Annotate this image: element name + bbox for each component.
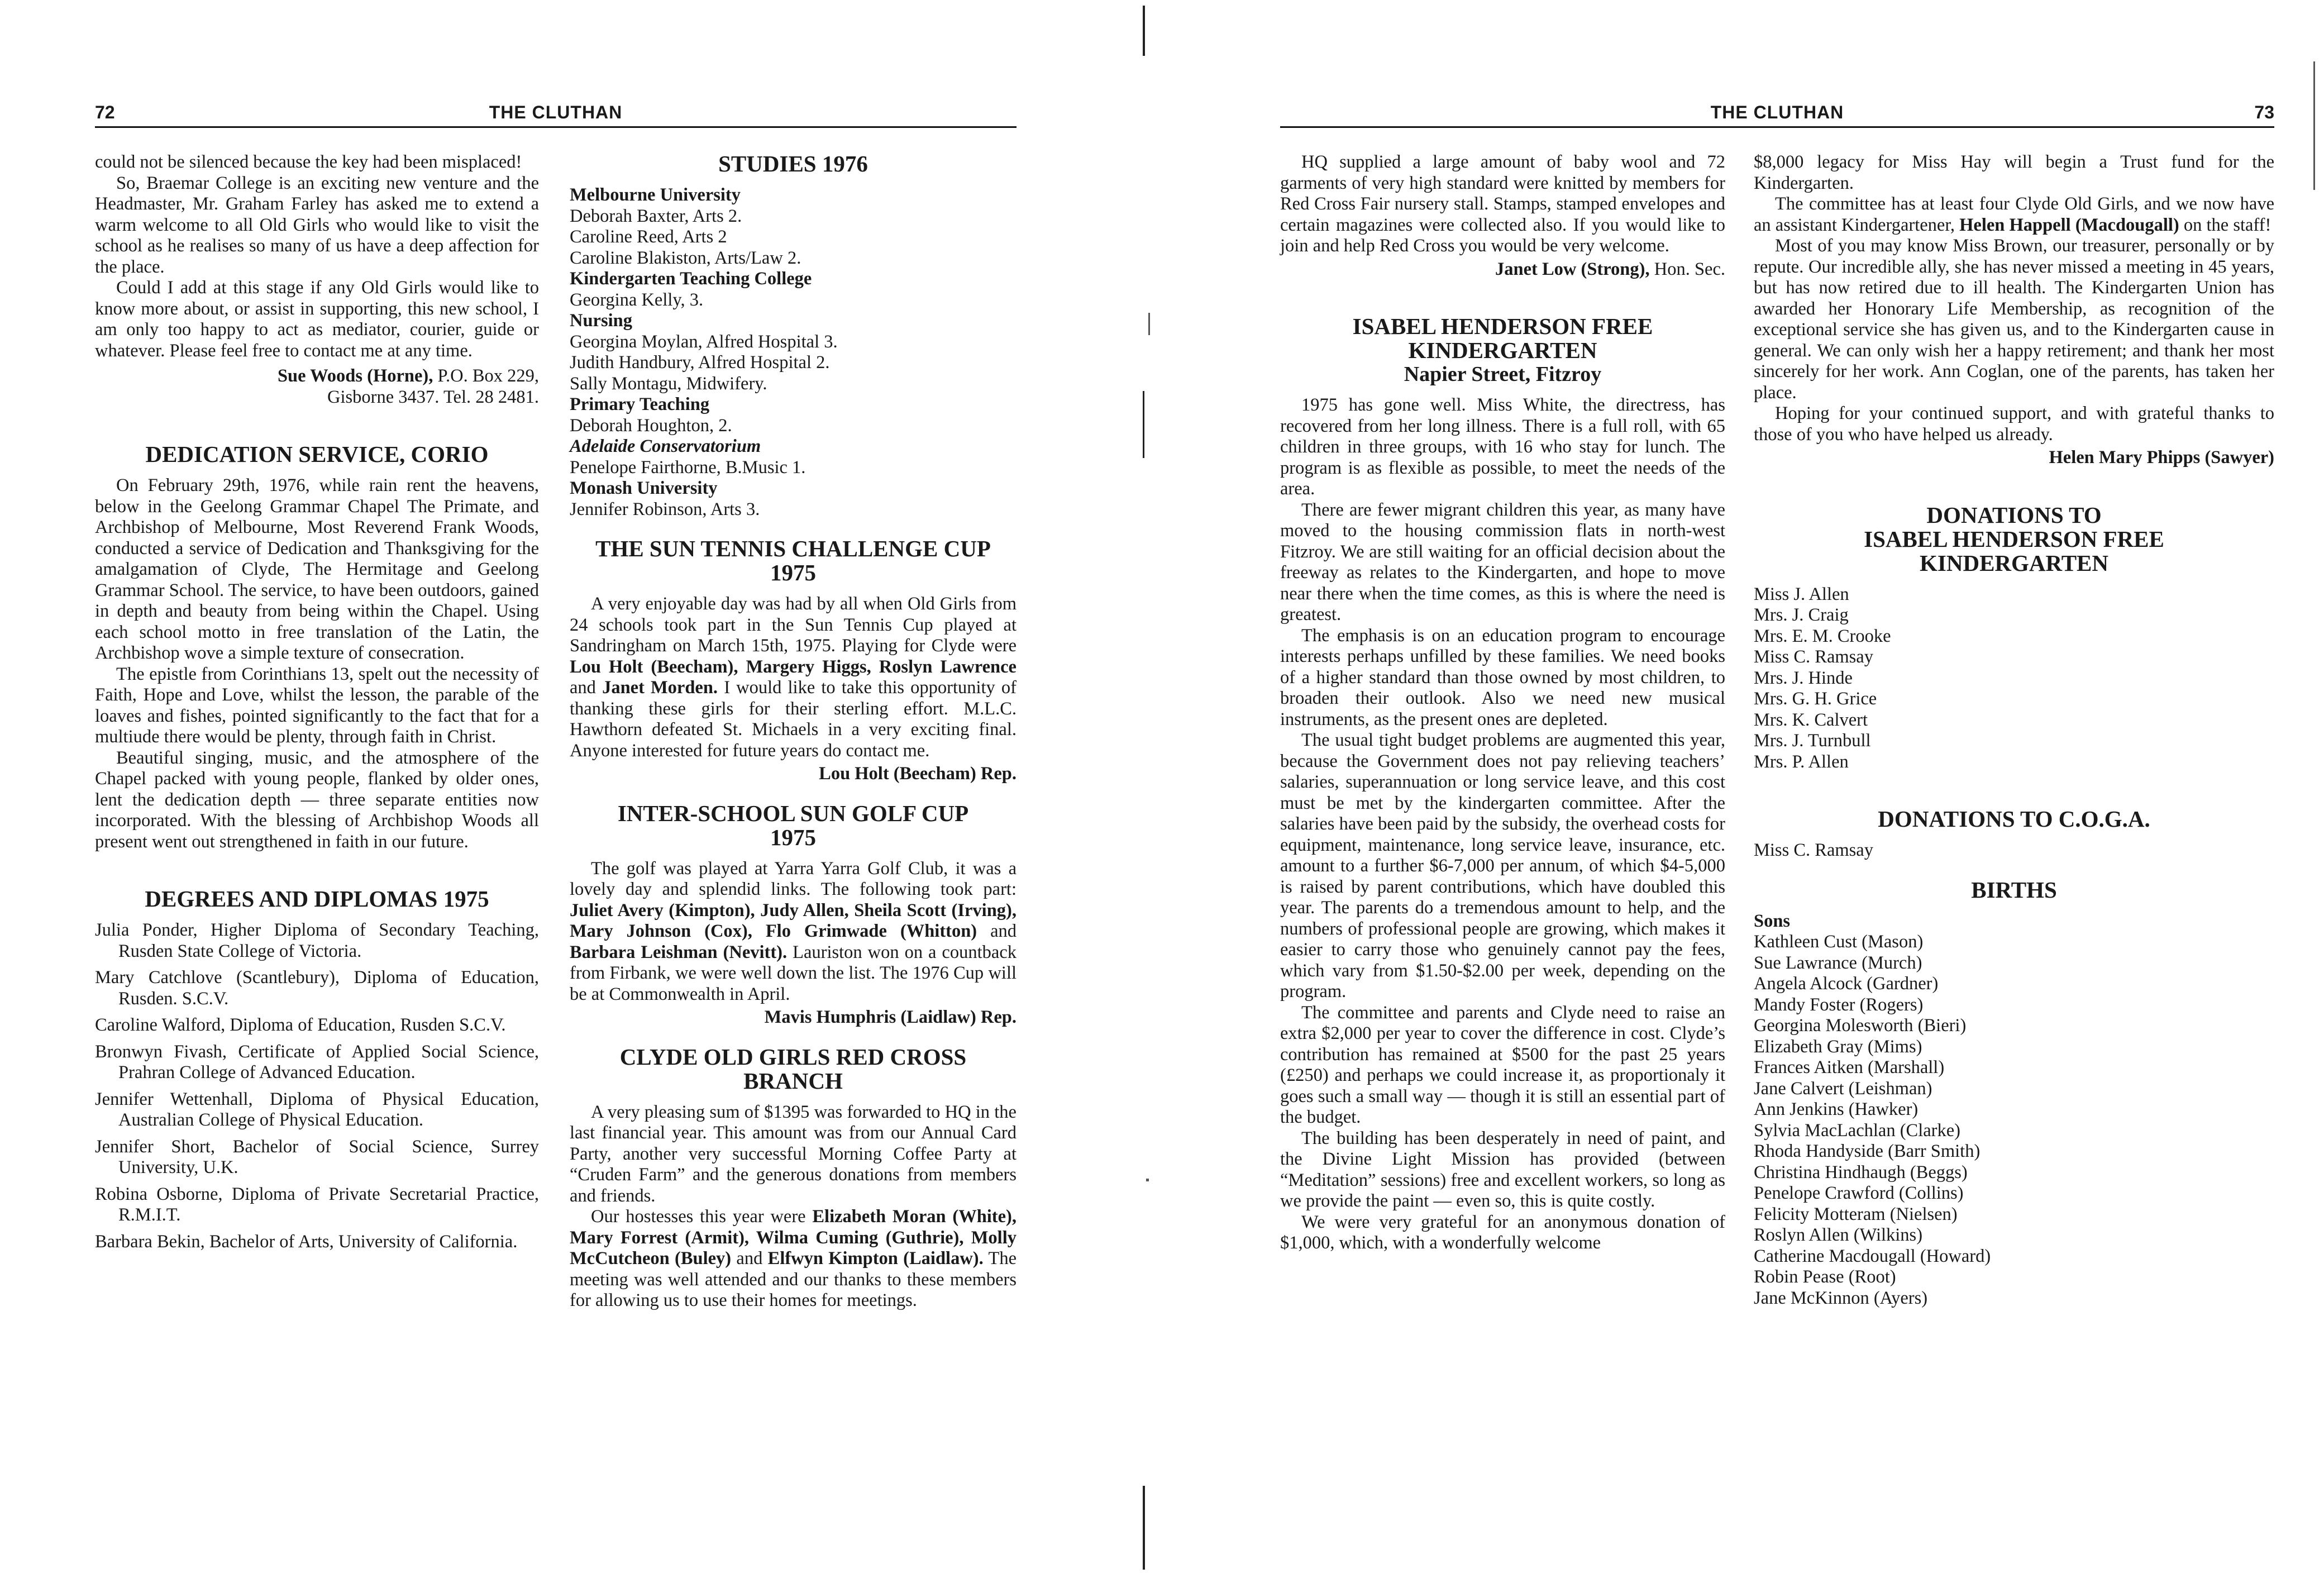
names: Lou Holt (Beecham), Margery Higgs, Roslyn Lawrence: [570, 656, 1017, 677]
studies-group-title: Adelaide Conservatorium: [570, 436, 761, 456]
page-number: 73: [2254, 102, 2274, 122]
list-item: Georgina Molesworth (Bieri): [1754, 1015, 1967, 1036]
list-item: Barbara Bekin, Bachelor of Arts, University of California.: [95, 1231, 518, 1252]
list-item: Deborah Houghton, 2.: [570, 415, 732, 436]
studies-list: [570, 290, 1017, 311]
list-item: Miss C. Ramsay: [1754, 647, 1873, 667]
tennis-paragraph: [570, 594, 1017, 761]
signature: [1280, 259, 1725, 280]
intro-paragraph: So, Braemar College is an exciting new venture and the Headmaster, Mr. Graham Farley has asked me to extend a warm welcome to all Old Girls who would like to visit the school as he realises so many of us have a deep affection for the place.: [95, 173, 539, 277]
studies-group-title: Primary Teaching: [570, 394, 710, 414]
list-item: Mrs. J. Turnbull: [1754, 731, 1871, 751]
gutter-line: [1143, 391, 1144, 458]
list-item: Mrs. G. H. Grice: [1754, 689, 1877, 709]
text: and: [731, 1248, 768, 1269]
text: Lauriston won on a countback from Firbank, we were well down the list. The 1976 Cup will be at Commonwealth in April.: [570, 942, 1017, 1004]
list-item: Angela Alcock (Gardner): [1754, 974, 1939, 994]
heading-line: 1975: [770, 824, 816, 850]
list-item: Georgina Moylan, Alfred Hospital 3.: [570, 331, 838, 352]
dedication-paragraph: Beautiful singing, music, and the atmosphere of the Chapel packed with young people, flanked by older ones, lent the dedication depth — three separate entities now incorporated. With the blessing of Archbishop Woods all present went out strengthened in faith in our future.: [95, 747, 539, 852]
births-list: [1754, 932, 2274, 1309]
scan-speck: [1146, 1179, 1149, 1181]
tennis-heading: [570, 537, 1017, 585]
golf-paragraph: [570, 859, 1017, 1005]
dedication-heading: DEDICATION SERVICE, CORIO: [145, 441, 489, 467]
list-item: Kathleen Cust (Mason): [1754, 932, 1924, 952]
list-item: Robin Pease (Root): [1754, 1267, 1896, 1287]
list-item: Miss J. Allen: [1754, 584, 1849, 604]
redcross-paragraph: HQ supplied a large amount of baby wool and 72 garments of very high standard were knitted by members for Red Cross Fair nursery stall. Stamps, stamped envelopes and certain magazines were collected also. If you would like to join and help Red Cross you would be very welcome.: [1280, 152, 1725, 256]
names: Janet Morden.: [602, 678, 718, 698]
list-item: Mrs. K. Calvert: [1754, 709, 1868, 730]
list-item: Jennifer Wettenhall, Diploma of Physical Education, Australian College of Physical Education.: [95, 1089, 539, 1130]
list-item: Catherine Macdougall (Howard): [1754, 1246, 1991, 1266]
heading-line: BRANCH: [743, 1067, 843, 1094]
signature-name: Janet Low (Strong),: [1495, 259, 1650, 279]
signature-name: Sue Woods (Horne),: [277, 366, 433, 386]
studies-list: [570, 499, 1017, 521]
list-item: Julia Ponder, Higher Diploma of Secondary Teaching, Rusden State College of Victoria.: [95, 920, 539, 961]
kindergarten-paragraph: The usual tight budget problems are augmented this year, because the Government does not pay relieving teachers’ salaries, superannuation or long service leave, and this cost must be met by the kindergarten committee. After the salaries have been paid by the subsidy, the overhead costs for equipment, maintenance, long service leave, insurance, etc. amount to a further $6-7,000 per annum, of which $4-5,000 is raised by parent contributions, which have doubled this year. The parents do a tremendous amount to help, and the numbers of professional people are growing, which makes it easier to carry those who genuinely cannot pay the fees, which vary from $1.50-$2.00 per week, depending on the program.: [1280, 730, 1725, 1002]
kindergarten-paragraph: We were very grateful for an anonymous donation of $1,000, which, with a wonderfully welcome: [1280, 1212, 1725, 1253]
kindergarten-paragraph: [1754, 194, 2274, 236]
kindergarten-paragraph: 1975 has gone well. Miss White, the directress, has recovered from her long illness. There is a full roll, with 65 children in three groups, with 16 who stay for lunch. The program is as flexible as possible, to meet the needs of the area.: [1280, 395, 1725, 499]
list-item: Ann Jenkins (Hawker): [1754, 1099, 1919, 1119]
text: A very enjoyable day was had by all when Old Girls from 24 schools took part in the Sun Tennis Cup played at Sandringham on March 15th, 1975. Playing for Clyde were: [570, 594, 1017, 656]
list-item: Jane McKinnon (Ayers): [1754, 1288, 1928, 1308]
donations-list: [1754, 840, 2274, 861]
page-number: 72: [95, 102, 115, 122]
names: Elfwyn Kimpton (Laidlaw).: [767, 1248, 984, 1269]
heading-line: ISABEL HENDERSON FREE: [1352, 313, 1653, 339]
names: Barbara Leishman (Nevitt).: [570, 942, 788, 962]
degrees-list: [95, 920, 539, 1252]
text: Our hostesses this year were: [591, 1207, 813, 1227]
list-item: Mrs. J. Craig: [1754, 605, 1849, 625]
studies-group-title: Kindergarten Teaching College: [570, 269, 812, 289]
names: Helen Happell (Macdougall): [1959, 214, 2179, 235]
births-subheading: Sons: [1754, 910, 1791, 931]
studies-list: [570, 332, 1017, 395]
text: and: [570, 678, 603, 698]
degrees-heading: DEGREES AND DIPLOMAS 1975: [145, 886, 489, 912]
kindergarten-paragraph: Hoping for your continued support, and with grateful thanks to those of you who have helped us already.: [1754, 403, 2274, 445]
signature-address: P.O. Box 229,: [433, 366, 539, 386]
list-item: Sally Montagu, Midwifery.: [570, 373, 767, 394]
heading-line: KINDERGARTEN: [1920, 550, 2108, 576]
heading-line: THE SUN TENNIS CHALLENGE CUP: [595, 536, 991, 561]
list-item: Rhoda Handyside (Barr Smith): [1754, 1141, 1981, 1161]
redcross-heading: [570, 1045, 1017, 1093]
list-item: Jennifer Short, Bachelor of Social Science, Surrey University, U.K.: [95, 1136, 539, 1177]
running-title: THE CLUTHAN: [1710, 102, 1844, 122]
kindergarten-paragraph: Most of you may know Miss Brown, our treasurer, personally or by repute. Our incredible ally, she has never missed a meeting in 45 years, but has now retired due to ill health. The Kindergarten Union has awarded her Honorary Life Membership, as recognition of the exceptional service she has given us, and to the Kindergarten cause in general. We can only wish her a happy retirement; and thank her most sincerely for her work. Ann Coglan, one of the parents, has taken her place.: [1754, 236, 2274, 403]
right-running-head: [1280, 98, 2274, 128]
heading-line: INTER-SCHOOL SUN GOLF CUP: [617, 800, 969, 826]
intro-paragraph: Could I add at this stage if any Old Girls would like to know more about, or assist in supporting, this new school, I am only too happy to act as mediator, courier, guide or whatever. Please feel free to contact me at any time.: [95, 278, 539, 361]
kindergarten-paragraph: The building has been desperately in need of paint, and the Divine Light Mission has provided (between “Meditation” sessions) free and excellent workers, so long as we provide the paint — even so, this is quite costly.: [1280, 1128, 1725, 1211]
list-item: Deborah Baxter, Arts 2.: [570, 206, 742, 226]
studies-group-title: Monash University: [570, 478, 718, 498]
scan-speck: [1148, 313, 1150, 335]
heading-line: 1975: [770, 560, 816, 585]
studies-list: [570, 416, 1017, 437]
list-item: Miss C. Ramsay: [1754, 840, 1873, 860]
heading-line: CLYDE OLD GIRLS RED CROSS: [619, 1043, 967, 1070]
list-item: Caroline Walford, Diploma of Education, Rusden S.C.V.: [95, 1015, 506, 1035]
list-item: Robina Osborne, Diploma of Private Secretarial Practice, R.M.I.T.: [95, 1184, 539, 1225]
list-item: Felicity Motteram (Nielsen): [1754, 1204, 1958, 1224]
list-item: Mrs. E. M. Crooke: [1754, 626, 1891, 646]
list-item: Penelope Fairthorne, B.Music 1.: [570, 457, 806, 478]
redcross-paragraph: [570, 1207, 1017, 1312]
left-page: [0, 0, 1139, 1583]
studies-group-title: Nursing: [570, 311, 632, 331]
kindergarten-paragraph: The emphasis is on an education program to encourage interests perhaps unfilled by these families. We need books of a higher standard than those owned by most children, to broaden their outlook. Also we need new musical instruments, as the present ones are depleted.: [1280, 625, 1725, 729]
gutter-line: [1143, 6, 1145, 56]
heading-line: DONATIONS TO: [1926, 502, 2102, 528]
studies-heading: STUDIES 1976: [718, 151, 868, 177]
dedication-paragraph: The epistle from Corinthians 13, spelt out the necessity of Faith, Hope and Love, whilst the lesson, the parable of the loaves and fishes, pointed significantly to the fact that for a multiude there would be plenty, through faith in Christ.: [95, 664, 539, 747]
running-title: THE CLUTHAN: [489, 102, 623, 122]
list-item: Frances Aitken (Marshall): [1754, 1057, 1945, 1077]
kindergarten-paragraph: There are fewer migrant children this year, as many have moved to the housing commission flats in north-west Fitzroy. We are still waiting for an official decision about the freeway as relates to the Kindergarten, and hope to move near there when the time comes, as this is where the need is greatest.: [1280, 499, 1725, 624]
list-item: Christina Hindhaugh (Beggs): [1754, 1162, 1968, 1183]
text: I would like to take this opportunity of thanking these girls for their sterling effort. M.L.C. Hawthorn defeated St. Michaels in a very exciting final. Anyone interested for future years do contact me.: [570, 678, 1017, 761]
list-item: Penelope Crawford (Collins): [1754, 1183, 1964, 1203]
right-page: [1173, 0, 2324, 1583]
list-item: Jane Calvert (Leishman): [1754, 1078, 1932, 1099]
studies-group-title: Melbourne University: [570, 185, 741, 205]
studies-list: [570, 206, 1017, 269]
donations-list: [1754, 584, 2274, 773]
text: The committee has at least four Clyde Old Girls, and we now have an assistant Kindergartener,: [1754, 194, 2274, 235]
list-item: Mandy Foster (Rogers): [1754, 994, 1924, 1015]
names: Juliet Avery (Kimpton), Judy Allen, Sheila Scott (Irving), Mary Johnson (Cox), Flo Grimwade (Whitton): [570, 900, 1017, 941]
donations-coga-heading: DONATIONS TO C.O.G.A.: [1878, 806, 2150, 832]
list-item: Caroline Blakiston, Arts/Law 2.: [570, 247, 801, 268]
gutter-line: [1143, 1486, 1145, 1570]
list-item: Mary Catchlove (Scantlebury), Diploma of Education, Rusden. S.C.V.: [95, 967, 539, 1009]
list-item: Jennifer Robinson, Arts 3.: [570, 499, 760, 519]
signature: [95, 366, 539, 408]
left-column-2: [570, 152, 1017, 1312]
list-item: Mrs. P. Allen: [1754, 751, 1849, 772]
signature: Lou Holt (Beecham) Rep.: [819, 764, 1017, 784]
left-column-1: [95, 152, 539, 1258]
text: and: [977, 921, 1017, 941]
signature: Helen Mary Phipps (Sawyer): [2049, 447, 2274, 468]
heading-line: KINDERGARTEN: [1408, 337, 1597, 363]
intro-paragraph: could not be silenced because the key had been misplaced!: [95, 152, 522, 172]
list-item: Sue Lawrance (Murch): [1754, 952, 1922, 973]
list-item: Caroline Reed, Arts 2: [570, 227, 727, 247]
signature: Mavis Humphris (Laidlaw) Rep.: [764, 1007, 1017, 1027]
births-heading: BIRTHS: [1971, 876, 2057, 903]
dedication-paragraph: On February 29th, 1976, while rain rent the heavens, below in the Geelong Grammar Chapel The Primate, and Archbishop of Melbourne, Most Reverend Frank Woods, conducted a service of Dedication and Thanksgiving for the amalgamation of Clyde, The Hermitage and Geelong Grammar School. The service, to have been outdoors, gained in depth and beauty from being within the Chapel. Using each school motto in free translation of the Latin, the Archbishop wove a simple texture of consecration.: [95, 475, 539, 663]
right-column-2: [1754, 152, 2274, 1309]
kindergarten-subheading: Napier Street, Fitzroy: [1404, 363, 1602, 386]
names: Elizabeth Moran (White), Mary Forrest (Armit), Wilma Cuming (Guthrie), Molly McCutcheon (Buley): [570, 1207, 1017, 1269]
heading-line: ISABEL HENDERSON FREE: [1864, 526, 2164, 552]
studies-list: [570, 457, 1017, 479]
golf-heading: [570, 802, 1017, 850]
redcross-paragraph: A very pleasing sum of $1395 was forwarded to HQ in the last financial year. This amount was from our Annual Card Party, another very successful Morning Coffee Party at “Cruden Farm” and the generous donations from members and friends.: [570, 1102, 1017, 1206]
signature-role: Hon. Sec.: [1649, 259, 1725, 279]
list-item: Sylvia MacLachlan (Clarke): [1754, 1120, 1960, 1141]
text: on the staff!: [2179, 214, 2271, 235]
list-item: Mrs. J. Hinde: [1754, 667, 1853, 688]
list-item: Georgina Kelly, 3.: [570, 289, 704, 310]
left-running-head: [95, 98, 1017, 128]
donations-kindergarten-heading: [1754, 503, 2274, 575]
signature-address: Gisborne 3437. Tel. 28 2481.: [327, 387, 539, 407]
text: The meeting was well attended and our thanks to these members for allowing us to use their homes for meetings.: [570, 1248, 1017, 1310]
list-item: Elizabeth Gray (Mims): [1754, 1036, 1922, 1057]
list-item: Bronwyn Fivash, Certificate of Applied Social Science, Prahran College of Advanced Education.: [95, 1041, 539, 1083]
list-item: Roslyn Allen (Wilkins): [1754, 1225, 1923, 1245]
text: The golf was played at Yarra Yarra Golf Club, it was a lovely day and splendid links. The following took part:: [570, 858, 1017, 899]
list-item: Judith Handbury, Alfred Hospital 2.: [570, 352, 830, 373]
kindergarten-paragraph: $8,000 legacy for Miss Hay will begin a Trust fund for the Kindergarten.: [1754, 152, 2274, 193]
right-column-1: [1280, 152, 1725, 1254]
kindergarten-paragraph: The committee and parents and Clyde need to raise an extra $2,000 per year to cover the difference in cost. Clyde’s contribution has remained at $500 for the past 25 years (£250) and perhaps we could increase it, as proportionaly it goes such a small way — though it is still an essential part of the budget.: [1280, 1002, 1725, 1127]
kindergarten-heading: [1280, 314, 1725, 363]
